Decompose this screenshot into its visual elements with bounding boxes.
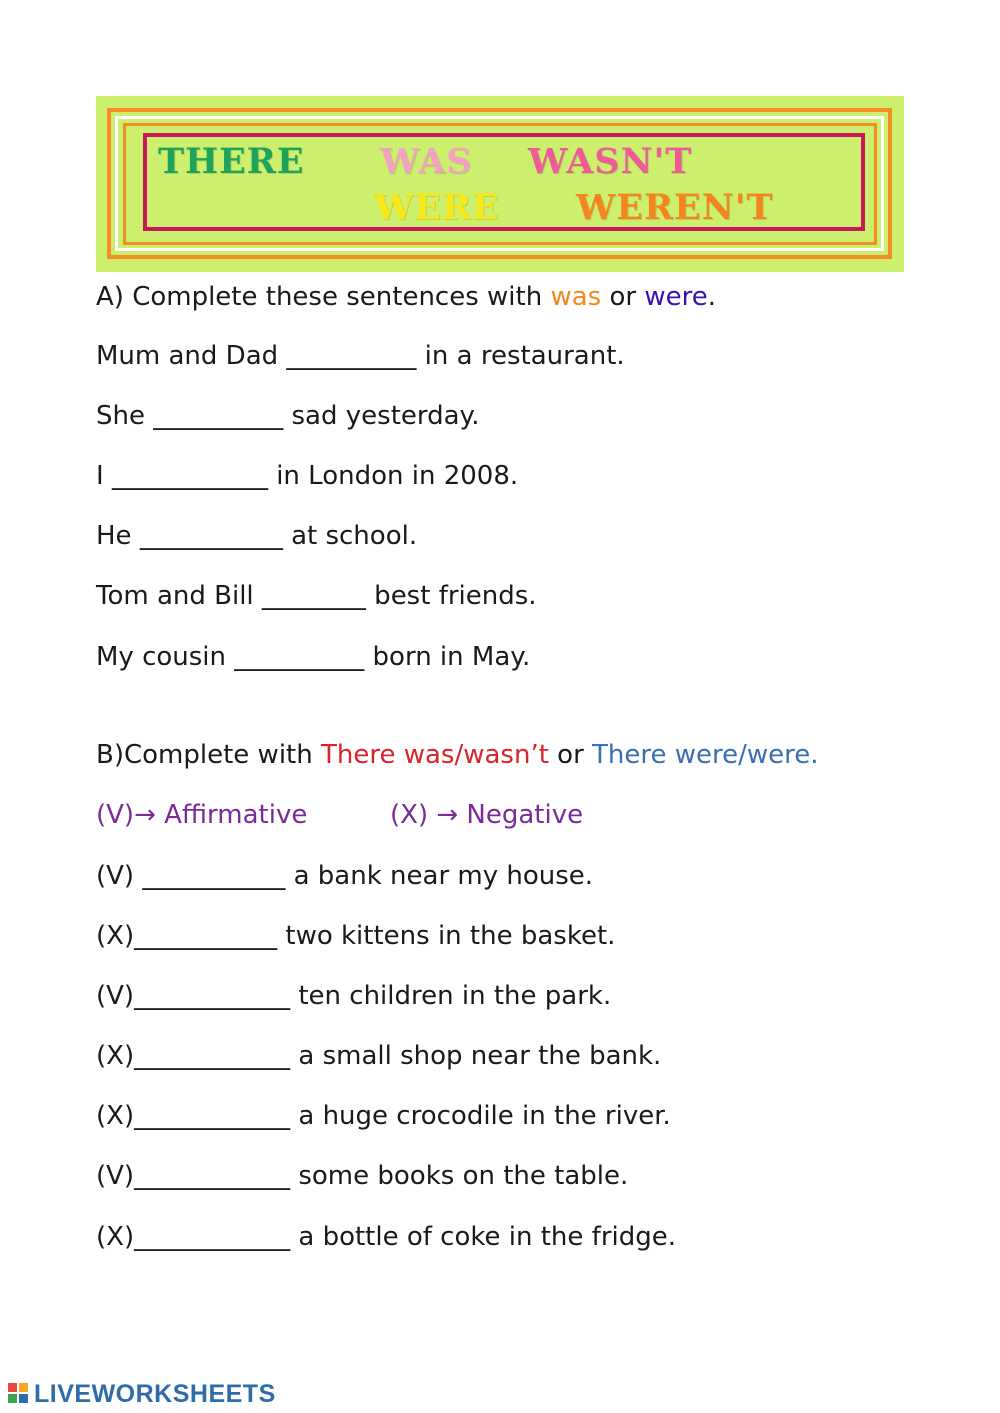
sentence-b-3 bbox=[96, 983, 611, 1009]
answer-blank[interactable]: ____________ bbox=[134, 1161, 291, 1191]
title-banner bbox=[96, 96, 904, 272]
instruction-a-were: were bbox=[644, 282, 708, 312]
sentence-a-5 bbox=[96, 583, 537, 609]
sentence-text-after: two kittens in the basket. bbox=[277, 921, 616, 951]
mark-label: (V) bbox=[96, 861, 143, 891]
banner-word-was: WAS bbox=[380, 141, 473, 182]
mark-label: (V) bbox=[96, 1161, 135, 1191]
sentence-text-before: Tom and Bill bbox=[96, 581, 262, 611]
answer-blank[interactable]: ____________ bbox=[111, 461, 268, 491]
sentence-text-after: in London in 2008. bbox=[267, 461, 519, 491]
sentence-a-3 bbox=[96, 463, 518, 489]
banner-word-were: WERE bbox=[374, 187, 500, 228]
legend-negative: (X) → Negative bbox=[390, 800, 584, 830]
sentence-text-before: She bbox=[96, 401, 154, 431]
instruction-a-was: was bbox=[550, 282, 602, 312]
sentence-text-before: My cousin bbox=[96, 642, 235, 672]
sentence-text-after: a bank near my house. bbox=[285, 861, 594, 891]
banner-word-there: THERE bbox=[158, 141, 305, 182]
sentence-b-2 bbox=[96, 923, 615, 949]
mark-label: (X) bbox=[96, 1222, 135, 1252]
mark-label: (X) bbox=[96, 1101, 135, 1131]
sentence-text-after: born in May. bbox=[364, 642, 531, 672]
sentence-b-7 bbox=[96, 1224, 676, 1250]
sentence-text-after: at school. bbox=[282, 521, 418, 551]
sentence-text-before: I bbox=[96, 461, 112, 491]
instruction-b-prefix: B)Complete with bbox=[96, 740, 321, 770]
answer-blank[interactable]: ___________ bbox=[134, 921, 278, 951]
sentence-text-before: Mum and Dad bbox=[96, 341, 287, 371]
sentence-b-5 bbox=[96, 1103, 671, 1129]
sentence-text-after: best friends. bbox=[365, 581, 537, 611]
sentence-a-1 bbox=[96, 343, 625, 369]
sentence-a-4 bbox=[96, 523, 417, 549]
answer-blank[interactable]: __________ bbox=[286, 341, 417, 371]
instruction-b-or: or bbox=[548, 740, 593, 770]
mark-label: (X) bbox=[96, 921, 135, 951]
mark-label: (V) bbox=[96, 981, 135, 1011]
logo-text: LIVEWORKSHEETS bbox=[34, 1379, 276, 1408]
sentence-text-after: in a restaurant. bbox=[416, 341, 625, 371]
answer-blank[interactable]: ___________ bbox=[142, 861, 286, 891]
sentence-b-6 bbox=[96, 1163, 628, 1189]
sentence-text-after: ten children in the park. bbox=[290, 981, 612, 1011]
sentence-b-1 bbox=[96, 863, 593, 889]
mark-label: (X) bbox=[96, 1041, 135, 1071]
answer-blank[interactable]: ___________ bbox=[139, 521, 283, 551]
answer-blank[interactable]: ____________ bbox=[134, 1101, 291, 1131]
answer-blank[interactable]: ____________ bbox=[134, 1041, 291, 1071]
answer-blank[interactable]: __________ bbox=[153, 401, 284, 431]
instruction-a-or: or bbox=[601, 282, 645, 312]
liveworksheets-logo[interactable] bbox=[8, 1380, 276, 1408]
answer-blank[interactable]: __________ bbox=[234, 642, 365, 672]
answer-blank[interactable]: ________ bbox=[261, 581, 366, 611]
sentence-text-before: He bbox=[96, 521, 140, 551]
sentence-b-4 bbox=[96, 1043, 661, 1069]
sentence-text-after: a huge crocodile in the river. bbox=[290, 1101, 671, 1131]
instruction-a-prefix: A) Complete these sentences with bbox=[96, 282, 551, 312]
banner-word-werent: WEREN'T bbox=[576, 187, 774, 228]
sentence-a-2 bbox=[96, 403, 480, 429]
legend-affirmative: (V)→ Affirmative bbox=[96, 800, 308, 830]
section-b-instruction bbox=[96, 742, 819, 768]
sentence-text-after: sad yesterday. bbox=[283, 401, 480, 431]
answer-blank[interactable]: ____________ bbox=[134, 981, 291, 1011]
sentence-a-6 bbox=[96, 644, 530, 670]
sentence-text-after: a bottle of coke in the fridge. bbox=[290, 1222, 677, 1252]
liveworksheets-logo-icon bbox=[8, 1383, 30, 1405]
section-a-instruction bbox=[96, 284, 716, 310]
sentence-text-after: a small shop near the bank. bbox=[290, 1041, 662, 1071]
banner-word-wasnt: WASN'T bbox=[528, 141, 693, 182]
instruction-a-suffix: . bbox=[707, 282, 716, 312]
answer-blank[interactable]: ____________ bbox=[134, 1222, 291, 1252]
instruction-b-there-were: There were/were. bbox=[592, 740, 819, 770]
sentence-text-after: some books on the table. bbox=[290, 1161, 629, 1191]
instruction-b-there-was: There was/wasn’t bbox=[320, 740, 549, 770]
